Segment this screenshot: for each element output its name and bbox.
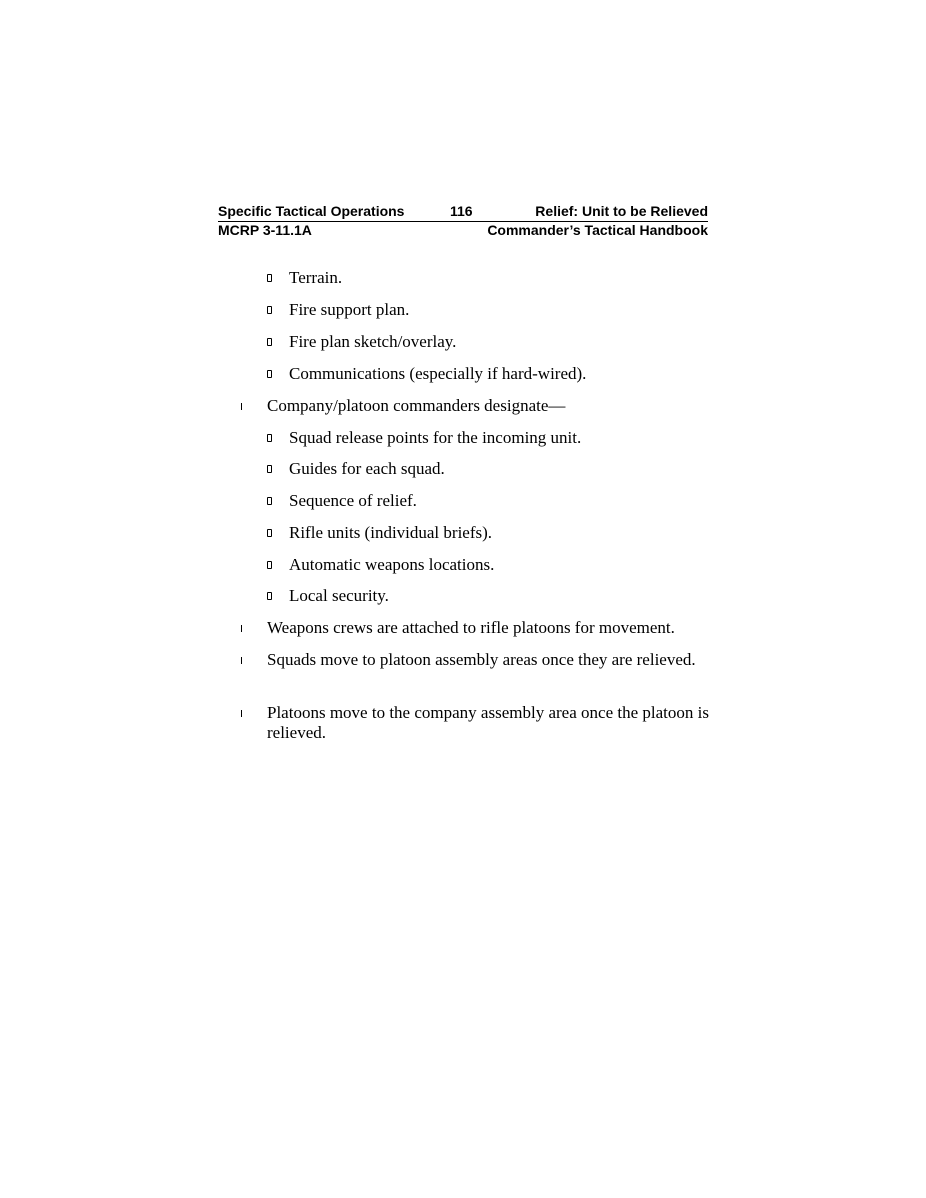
list-item: Squad release points for the incoming unit. — [289, 428, 582, 447]
list-item: Communications (especially if hard-wired). — [289, 364, 587, 383]
list-item: Company/platoon commanders designate— — [267, 396, 566, 415]
page-number: 116 — [450, 203, 473, 219]
list-item: Fire support plan. — [289, 300, 410, 319]
list-item: Weapons crews are attached to rifle platoons for movement. — [267, 618, 675, 637]
list-item: Automatic weapons locations. — [289, 555, 495, 574]
square-bullet-icon — [267, 434, 272, 442]
list-item: Squads move to platoon assembly areas once they are relieved. — [267, 650, 696, 669]
list-item: Sequence of relief. — [289, 491, 417, 510]
bar-bullet-icon — [241, 625, 242, 632]
list-item: Local security. — [289, 586, 389, 605]
square-bullet-icon — [267, 592, 272, 600]
square-bullet-icon — [267, 497, 272, 505]
book-title: Commander’s Tactical Handbook — [487, 222, 708, 238]
square-bullet-icon — [267, 370, 272, 378]
list-item: Terrain. — [289, 268, 343, 287]
publication-number: MCRP 3-11.1A — [218, 222, 312, 238]
square-bullet-icon — [267, 306, 272, 314]
list-item: Guides for each squad. — [289, 459, 445, 478]
bar-bullet-icon — [241, 657, 242, 664]
bar-bullet-icon — [241, 403, 242, 410]
section-title: Specific Tactical Operations — [218, 203, 405, 219]
square-bullet-icon — [267, 529, 272, 537]
square-bullet-icon — [267, 561, 272, 569]
square-bullet-icon — [267, 274, 272, 282]
topic-title: Relief: Unit to be Relieved — [535, 203, 708, 219]
square-bullet-icon — [267, 465, 272, 473]
list-item: Platoons move to the company assembly area once the platoon is relieved. — [267, 703, 709, 742]
list-item: Rifle units (individual briefs). — [289, 523, 493, 542]
square-bullet-icon — [267, 338, 272, 346]
bar-bullet-icon — [241, 710, 242, 717]
list-item: Fire plan sketch/overlay. — [289, 332, 457, 351]
